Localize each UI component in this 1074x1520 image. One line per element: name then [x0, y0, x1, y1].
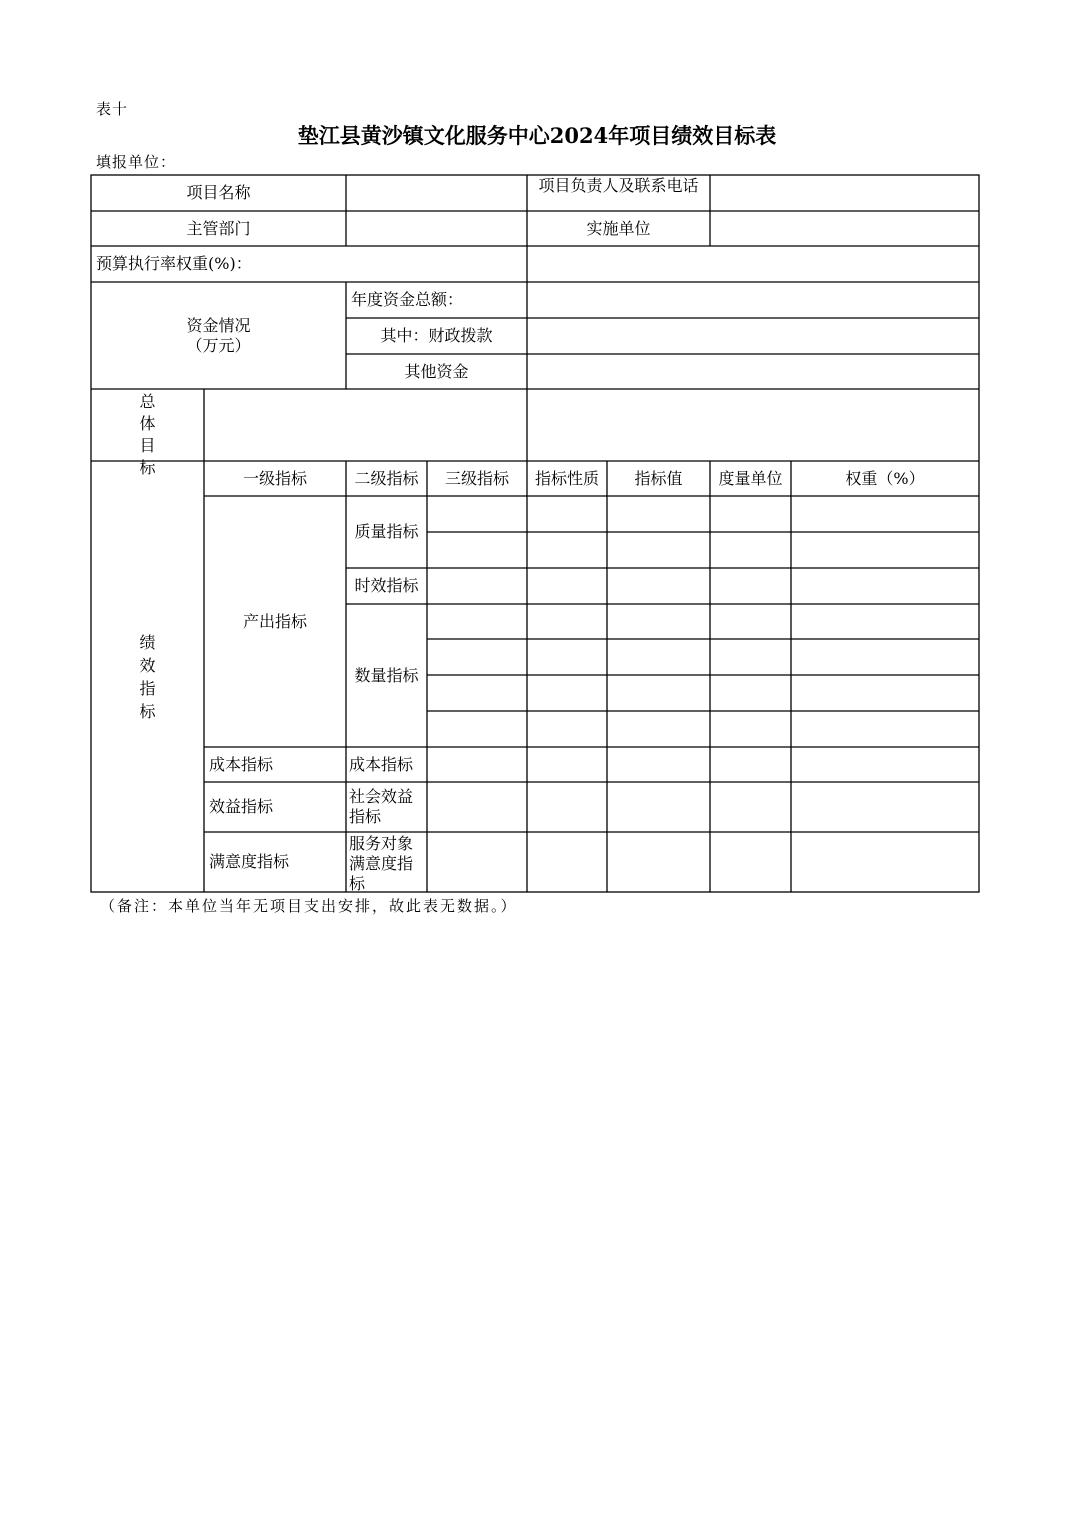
- dept-label: 主管部门: [186, 218, 251, 238]
- satisfaction-indicator: 满意度指标: [209, 852, 290, 871]
- output-indicator: 产出指标: [242, 611, 307, 631]
- other-funds-label: 其他资金: [404, 361, 469, 381]
- cost-indicator-l2: 成本指标: [349, 754, 414, 774]
- funds-title: 资金情况: [186, 315, 251, 335]
- quality-indicator: 质量指标: [354, 522, 419, 541]
- col-level1: 一级指标: [242, 468, 307, 488]
- col-weight: 权重（%）: [845, 468, 925, 488]
- service-satisfaction-indicator: 服务对象满意度指标: [349, 834, 414, 893]
- fiscal-label: 其中：财政拨款: [380, 326, 493, 345]
- benefit-indicator: 效益指标: [209, 797, 274, 816]
- goal-char: 体: [139, 414, 156, 433]
- side-char: 标: [139, 701, 156, 721]
- table-number: 表十: [96, 100, 129, 118]
- col-level3: 三级指标: [444, 468, 509, 488]
- col-level2: 二级指标: [354, 468, 419, 488]
- funds-unit: （万元）: [186, 335, 251, 355]
- col-nature: 指标性质: [534, 468, 599, 488]
- col-unit: 度量单位: [718, 468, 783, 488]
- leader-contact-label: 项目负责人及联系电话: [538, 176, 699, 195]
- funds-label: [91, 282, 346, 389]
- impl-unit-label: 实施单位: [586, 218, 651, 238]
- page-title: 垫江县黄沙镇文化服务中心2024年项目绩效目标表: [297, 123, 777, 148]
- side-char: 绩: [139, 632, 156, 652]
- project-name-label: 项目名称: [186, 183, 251, 202]
- social-benefit-indicator: 社会效益指标: [349, 787, 414, 826]
- goal-char: 总: [139, 392, 156, 411]
- remark-note: （备注：本单位当年无项目支出安排，故此表无数据。）: [100, 897, 518, 915]
- side-char: 效: [139, 655, 156, 675]
- annual-total-label: 年度资金总额：: [351, 290, 464, 309]
- budget-weight-label: 预算执行率权重(%)：: [96, 254, 252, 273]
- goal-char: 目: [139, 436, 156, 455]
- performance-indicator-label: [91, 461, 204, 892]
- overall-goal-label: [91, 389, 204, 477]
- col-value: 指标值: [634, 468, 683, 488]
- filler-unit-label: 填报单位：: [96, 153, 177, 171]
- side-char: 指: [139, 678, 156, 698]
- cost-indicator-l1: 成本指标: [209, 754, 274, 774]
- quantity-indicator: 数量指标: [354, 665, 419, 685]
- timeliness-indicator: 时效指标: [354, 576, 419, 595]
- goal-char: 标: [139, 458, 156, 477]
